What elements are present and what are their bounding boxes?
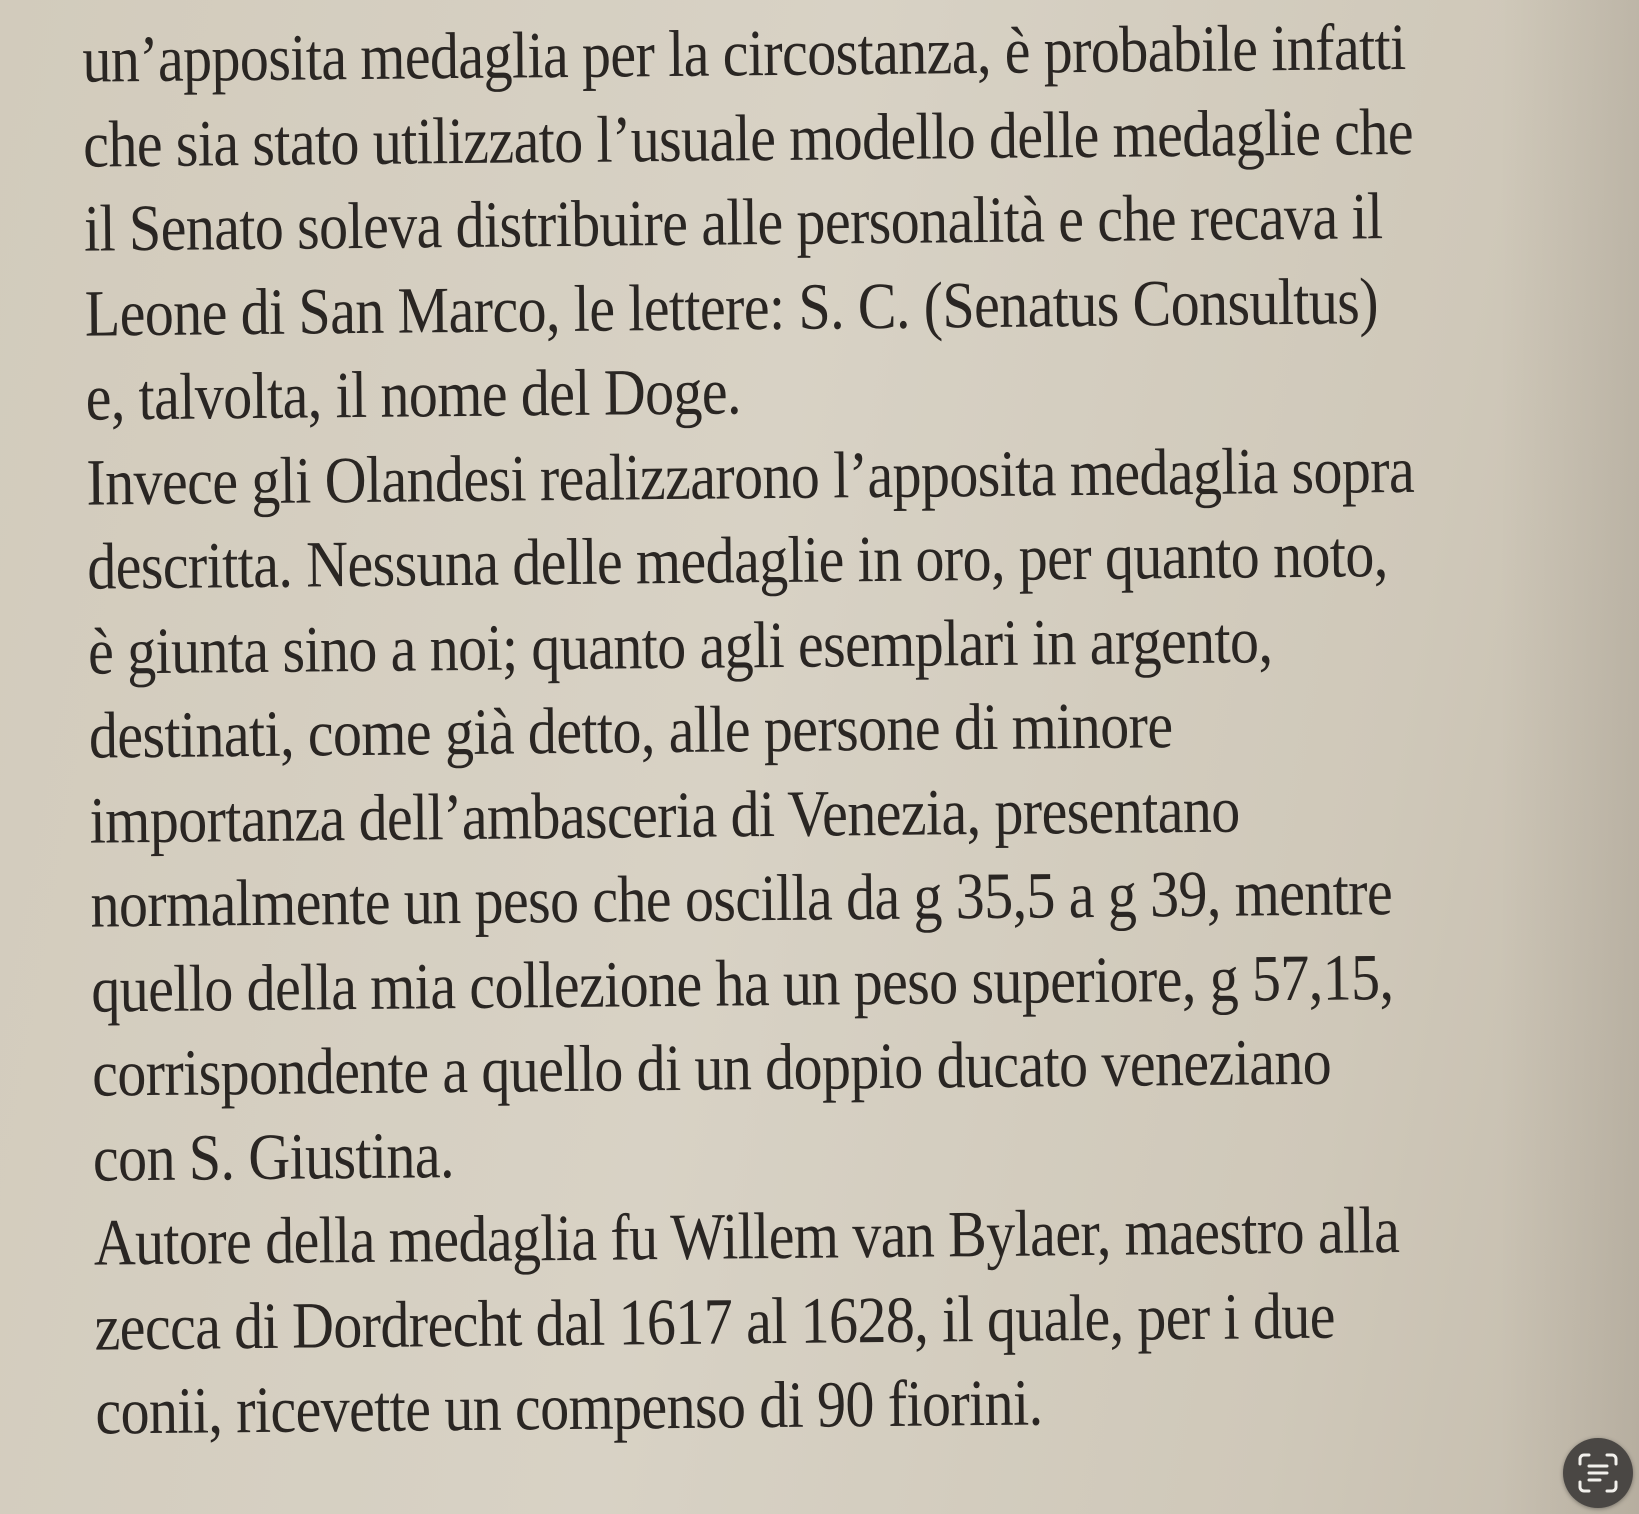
text-line: descritta. Nessuna delle medaglie in oro, per quanto noto, [86, 516, 1388, 604]
text-line: quello della mia collezione ha un peso superiore, g 57,15, [90, 939, 1394, 1026]
live-text-button[interactable] [1563, 1438, 1633, 1508]
text-line: importanza dell’ambasceria di Venezia, presentano [89, 771, 1240, 857]
text-line: zecca di Dordrecht dal 1617 al 1628, il quale, per i due [94, 1277, 1336, 1364]
text-line: con S. Giustina. [92, 1117, 455, 1195]
book-page-text [82, 4, 1596, 1455]
text-line: Autore della medaglia fu Willem van Bylaer, maestro alla [93, 1192, 1400, 1280]
text-line: conii, ricevette un compenso di 90 fiorini. [95, 1365, 1043, 1449]
text-line: è giunta sino a noi; quanto agli esemplari in argento, [87, 602, 1273, 688]
text-line: normalmente un peso che oscilla da g 35,5 a g 39, mentre [90, 854, 1393, 942]
text-line: che sia stato utilizzato l’usuale modello delle medaglie che [82, 94, 1414, 181]
live-text-scan-icon [1576, 1451, 1620, 1495]
text-line: corrispondente a quello di un doppio ducato veneziano [91, 1024, 1332, 1111]
text-line: un’apposita medaglia per la circostanza, è probabile infatti [82, 9, 1406, 97]
text-line: Invece gli Olandesi realizzarono l’apposita medaglia sopra [86, 432, 1415, 519]
text-line: Leone di San Marco, le lettere: S. C. (Senatus Consultus) [84, 263, 1379, 350]
text-line: destinati, come già detto, alle persone di minore [88, 687, 1173, 773]
text-line: e, talvolta, il nome del Doge. [85, 354, 742, 435]
text-line: il Senato soleva distribuire alle personalità e che recava il [83, 178, 1383, 266]
